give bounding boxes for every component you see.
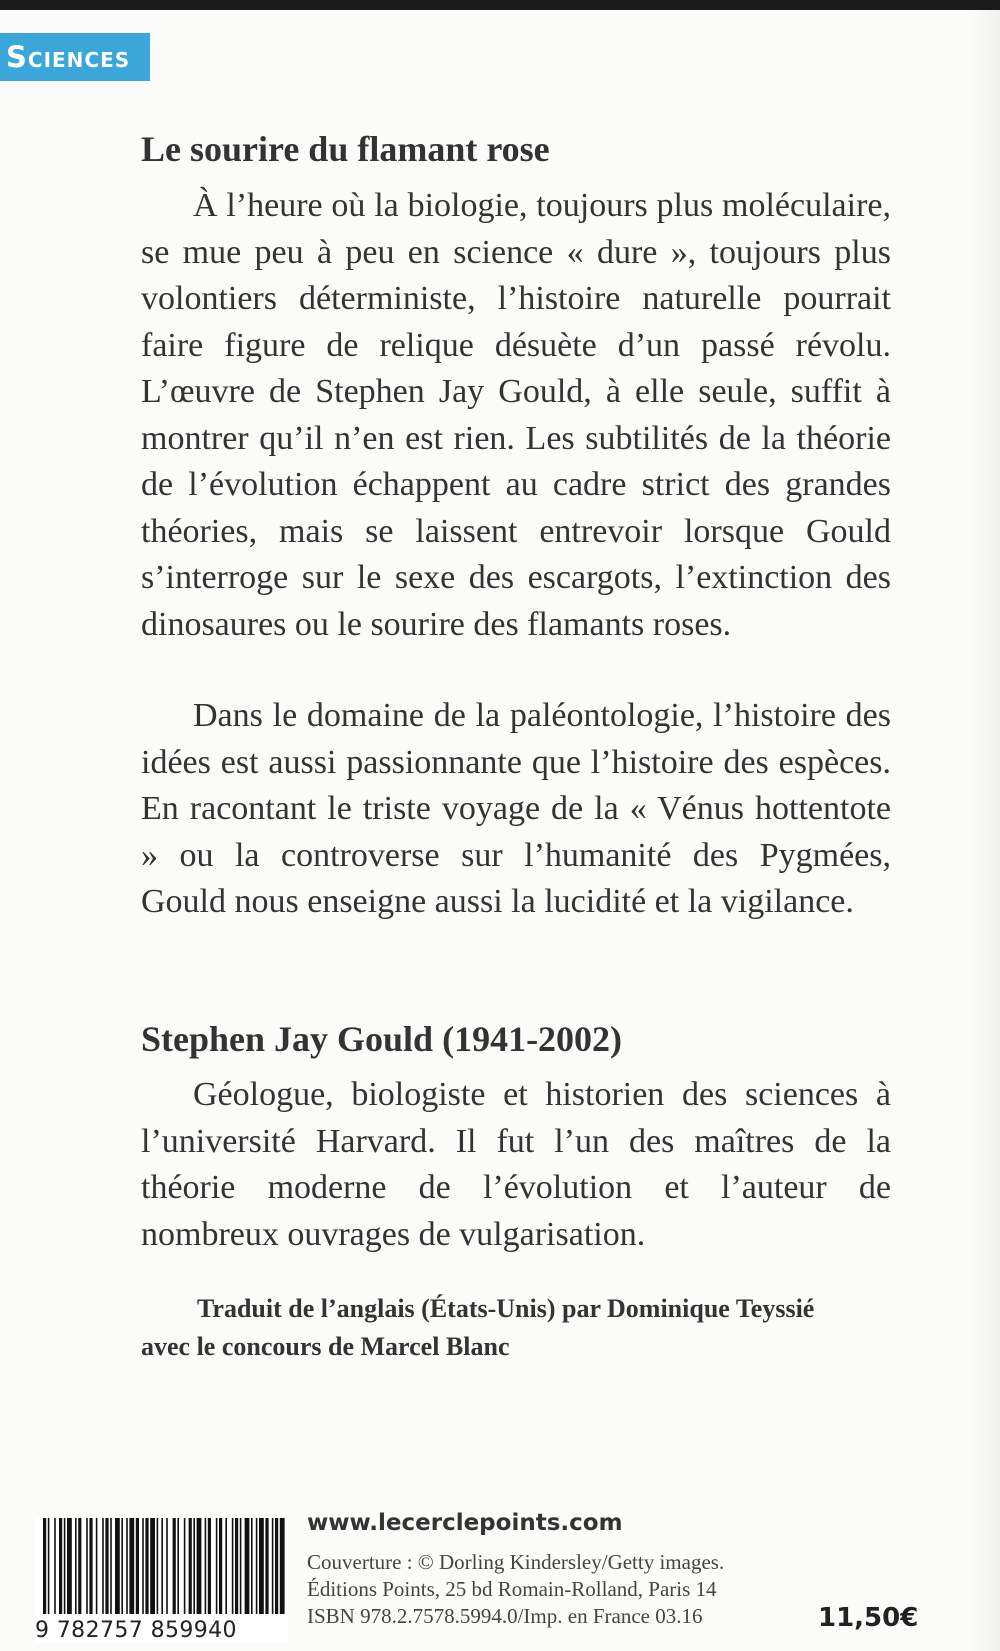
publisher-address: Éditions Points, 25 bd Romain-Rolland, Paris 14: [307, 1577, 717, 1601]
translation-credit: Traduit de l’anglais (États-Unis) par Dominique Teyssié: [197, 1294, 815, 1323]
cover-credit: Couverture : © Dorling Kindersley/Getty images.: [307, 1550, 725, 1574]
summary-paragraph-1: À l’heure où la biologie, toujours plus moléculaire, se mue peu à peu en science « dure », toujours plus volontiers déterministe, l’histoire naturelle pourrait faire figure de relique désuète d’un passé révolu. L’œuvre de Stephen Jay Gould, à elle seule, suffit à montrer qu’il n’en est rien. Les subtilités de la théorie de l’évolution échappent au cadre strict des grandes théories, mais se laissent entrevoir lorsque Gould s’interroge sur le sexe des escargots, l’extinction des dinosaures ou le sourire des flamants roses.: [141, 187, 891, 643]
barcode-number: 9 782757 859940: [35, 1618, 237, 1643]
isbn-line: ISBN 978.2.7578.5994.0/Imp. en France 03.16: [307, 1604, 703, 1628]
book-title: Le sourire du flamant rose: [141, 129, 550, 169]
translation-contributor: avec le concours de Marcel Blanc: [141, 1332, 510, 1361]
author-bio: Géologue, biologiste et historien des sciences à l’université Harvard. Il fut l’un des maîtres de la théorie moderne de l’évolution et l’auteur de nombreux ouvrages de vulgarisation.: [141, 1076, 891, 1253]
cover-edge-shade: [970, 10, 1000, 1651]
price: 11,50€: [818, 1603, 919, 1633]
summary-paragraph-2: Dans le domaine de la paléontologie, l’histoire des idées est aussi passionnante que l’histoire des espèces. En racontant le triste voyage de la « Vénus hottentote » ou la controverse sur l’humanité des Pygmées, Gould nous enseigne aussi la lucidité et la vigilance.: [141, 697, 891, 920]
category-badge: Sciences: [0, 33, 150, 81]
publisher-website[interactable]: www.lecerclepoints.com: [307, 1510, 623, 1536]
author-heading: Stephen Jay Gould (1941-2002): [141, 1019, 623, 1059]
barcode-bars: [35, 1518, 288, 1618]
isbn-barcode: [35, 1518, 288, 1642]
